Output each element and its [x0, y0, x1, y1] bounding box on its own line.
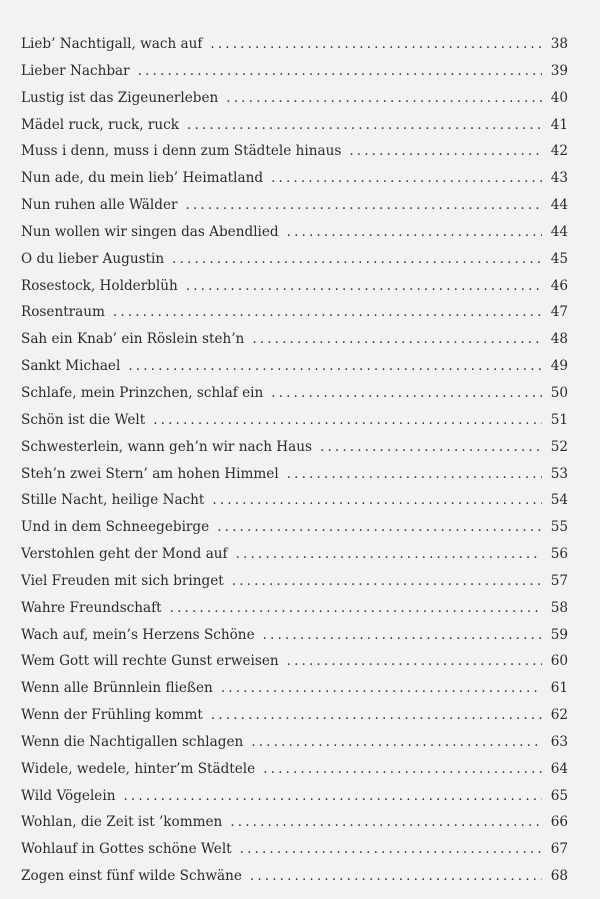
page-number: 56 [550, 546, 568, 563]
page-number: 64 [550, 760, 568, 777]
page-number: 59 [550, 626, 568, 643]
toc-entry [21, 165, 568, 192]
toc-entry [21, 863, 568, 890]
toc-entry [21, 541, 568, 568]
entry-title: Schwesterlein, wann geh’n wir nach Haus [21, 438, 312, 455]
page-number: 46 [550, 277, 568, 294]
toc-entry [21, 461, 568, 488]
toc-entry [21, 836, 568, 863]
dot-leader [250, 863, 542, 890]
toc-entry [21, 783, 568, 810]
entry-title: Wohlauf in Gottes schöne Welt [21, 841, 232, 858]
dot-leader [240, 836, 542, 863]
toc-entry [21, 326, 568, 353]
dot-leader [287, 219, 542, 246]
dot-leader [221, 675, 542, 702]
toc-entry [21, 809, 568, 836]
entry-title: O du lieber Augustin [21, 250, 165, 267]
entry-title: Nun wollen wir singen das Abendlied [21, 223, 279, 240]
page-number: 44 [550, 223, 568, 240]
entry-title: Wenn der Frühling kommt [21, 707, 203, 724]
entry-title: Viel Freuden mit sich bringet [21, 572, 224, 589]
entry-title: Zogen einst fünf wilde Schwäne [21, 868, 242, 885]
dot-leader [187, 112, 542, 139]
toc-entry [21, 514, 568, 541]
page-number: 42 [550, 143, 568, 160]
toc-entry [21, 85, 568, 112]
entry-title: Widele, wedele, hinter’m Städtele [21, 760, 256, 777]
toc-entry [21, 299, 568, 326]
page-number: 49 [550, 358, 568, 375]
toc-entry [21, 568, 568, 595]
table-of-contents [21, 31, 568, 890]
toc-entry [21, 407, 568, 434]
toc-entry [21, 434, 568, 461]
page-number: 62 [550, 707, 568, 724]
entry-title: Wenn alle Brünnlein fließen [21, 680, 213, 697]
entry-title: Wahre Freundschaft [21, 599, 162, 616]
page-number: 54 [550, 492, 568, 509]
page-number: 50 [550, 384, 568, 401]
dot-leader [123, 783, 542, 810]
toc-entry [21, 353, 568, 380]
page-number: 65 [550, 787, 568, 804]
dot-leader [236, 541, 542, 568]
toc-entry [21, 729, 568, 756]
entry-title: Nun ade, du mein lieb’ Heimatland [21, 170, 264, 187]
entry-title: Wohlan, die Zeit ist ’kommen [21, 814, 223, 831]
toc-entry [21, 380, 568, 407]
entry-title: Stille Nacht, heilige Nacht [21, 492, 205, 509]
page-number: 43 [550, 170, 568, 187]
entry-title: Und in dem Schneegebirge [21, 519, 210, 536]
entry-title: Wild Vögelein [21, 787, 116, 804]
page-number: 55 [550, 519, 568, 536]
entry-title: Sah ein Knab’ ein Röslein steh’n [21, 331, 245, 348]
entry-title: Rosestock, Holderblüh [21, 277, 178, 294]
dot-leader [153, 407, 542, 434]
dot-leader [186, 273, 542, 300]
entry-title: Muss i denn, muss i denn zum Städtele hinaus [21, 143, 342, 160]
toc-entry [21, 138, 568, 165]
dot-leader [138, 58, 542, 85]
dot-leader [349, 138, 542, 165]
dot-leader [211, 702, 542, 729]
dot-leader [251, 729, 542, 756]
dot-leader [263, 756, 542, 783]
dot-leader [252, 326, 542, 353]
toc-entry [21, 622, 568, 649]
toc-entry [21, 246, 568, 273]
page-number: 68 [550, 868, 568, 885]
toc-entry [21, 192, 568, 219]
dot-leader [320, 434, 542, 461]
entry-title: Schlafe, mein Prinzchen, schlaf ein [21, 384, 264, 401]
toc-entry [21, 112, 568, 139]
entry-title: Schön ist die Welt [21, 411, 146, 428]
page-number: 41 [550, 116, 568, 133]
entry-title: Lieb’ Nachtigall, wach auf [21, 36, 203, 52]
dot-leader [210, 31, 542, 58]
dot-leader [113, 299, 542, 326]
dot-leader [172, 246, 542, 273]
page-number: 67 [550, 841, 568, 858]
dot-leader [287, 461, 542, 488]
page-number: 57 [550, 572, 568, 589]
dot-leader [128, 353, 542, 380]
entry-title: Mädel ruck, ruck, ruck [21, 116, 180, 133]
dot-leader [287, 648, 542, 675]
dot-leader [226, 85, 542, 112]
toc-entry [21, 756, 568, 783]
page-number: 40 [550, 89, 568, 106]
page-number: 45 [550, 250, 568, 267]
entry-title: Wenn die Nachtigallen schlagen [21, 733, 244, 750]
dot-leader [230, 809, 542, 836]
page-number: 47 [550, 304, 568, 321]
dot-leader [271, 165, 542, 192]
toc-entry [21, 273, 568, 300]
toc-entry [21, 702, 568, 729]
entry-title: Sankt Michael [21, 358, 121, 375]
dot-leader [232, 568, 542, 595]
page-number: 38 [550, 36, 568, 52]
entry-title: Lustig ist das Zigeunerleben [21, 89, 219, 106]
toc-entry [21, 58, 568, 85]
page-number: 52 [550, 438, 568, 455]
page-number: 51 [550, 411, 568, 428]
page-number: 48 [550, 331, 568, 348]
page-number: 44 [550, 197, 568, 214]
dot-leader [263, 622, 542, 649]
dot-leader [271, 380, 542, 407]
toc-entry [21, 648, 568, 675]
page-number: 63 [550, 733, 568, 750]
page-number: 66 [550, 814, 568, 831]
dot-leader [186, 192, 542, 219]
page-number: 60 [550, 653, 568, 670]
dot-leader [212, 487, 542, 514]
entry-title: Verstohlen geht der Mond auf [21, 546, 228, 563]
dot-leader [170, 595, 542, 622]
page-number: 53 [550, 465, 568, 482]
entry-title: Nun ruhen alle Wälder [21, 197, 178, 214]
page-number: 61 [550, 680, 568, 697]
toc-entry [21, 487, 568, 514]
entry-title: Steh’n zwei Stern’ am hohen Himmel [21, 465, 279, 482]
entry-title: Rosentraum [21, 304, 105, 321]
entry-title: Wem Gott will rechte Gunst erweisen [21, 653, 279, 670]
entry-title: Lieber Nachbar [21, 62, 130, 79]
toc-entry [21, 31, 568, 58]
toc-entry [21, 595, 568, 622]
page-number: 58 [550, 599, 568, 616]
page-number: 39 [550, 62, 568, 79]
dot-leader [217, 514, 542, 541]
toc-entry [21, 675, 568, 702]
toc-entry [21, 219, 568, 246]
entry-title: Wach auf, mein’s Herzens Schöne [21, 626, 255, 643]
